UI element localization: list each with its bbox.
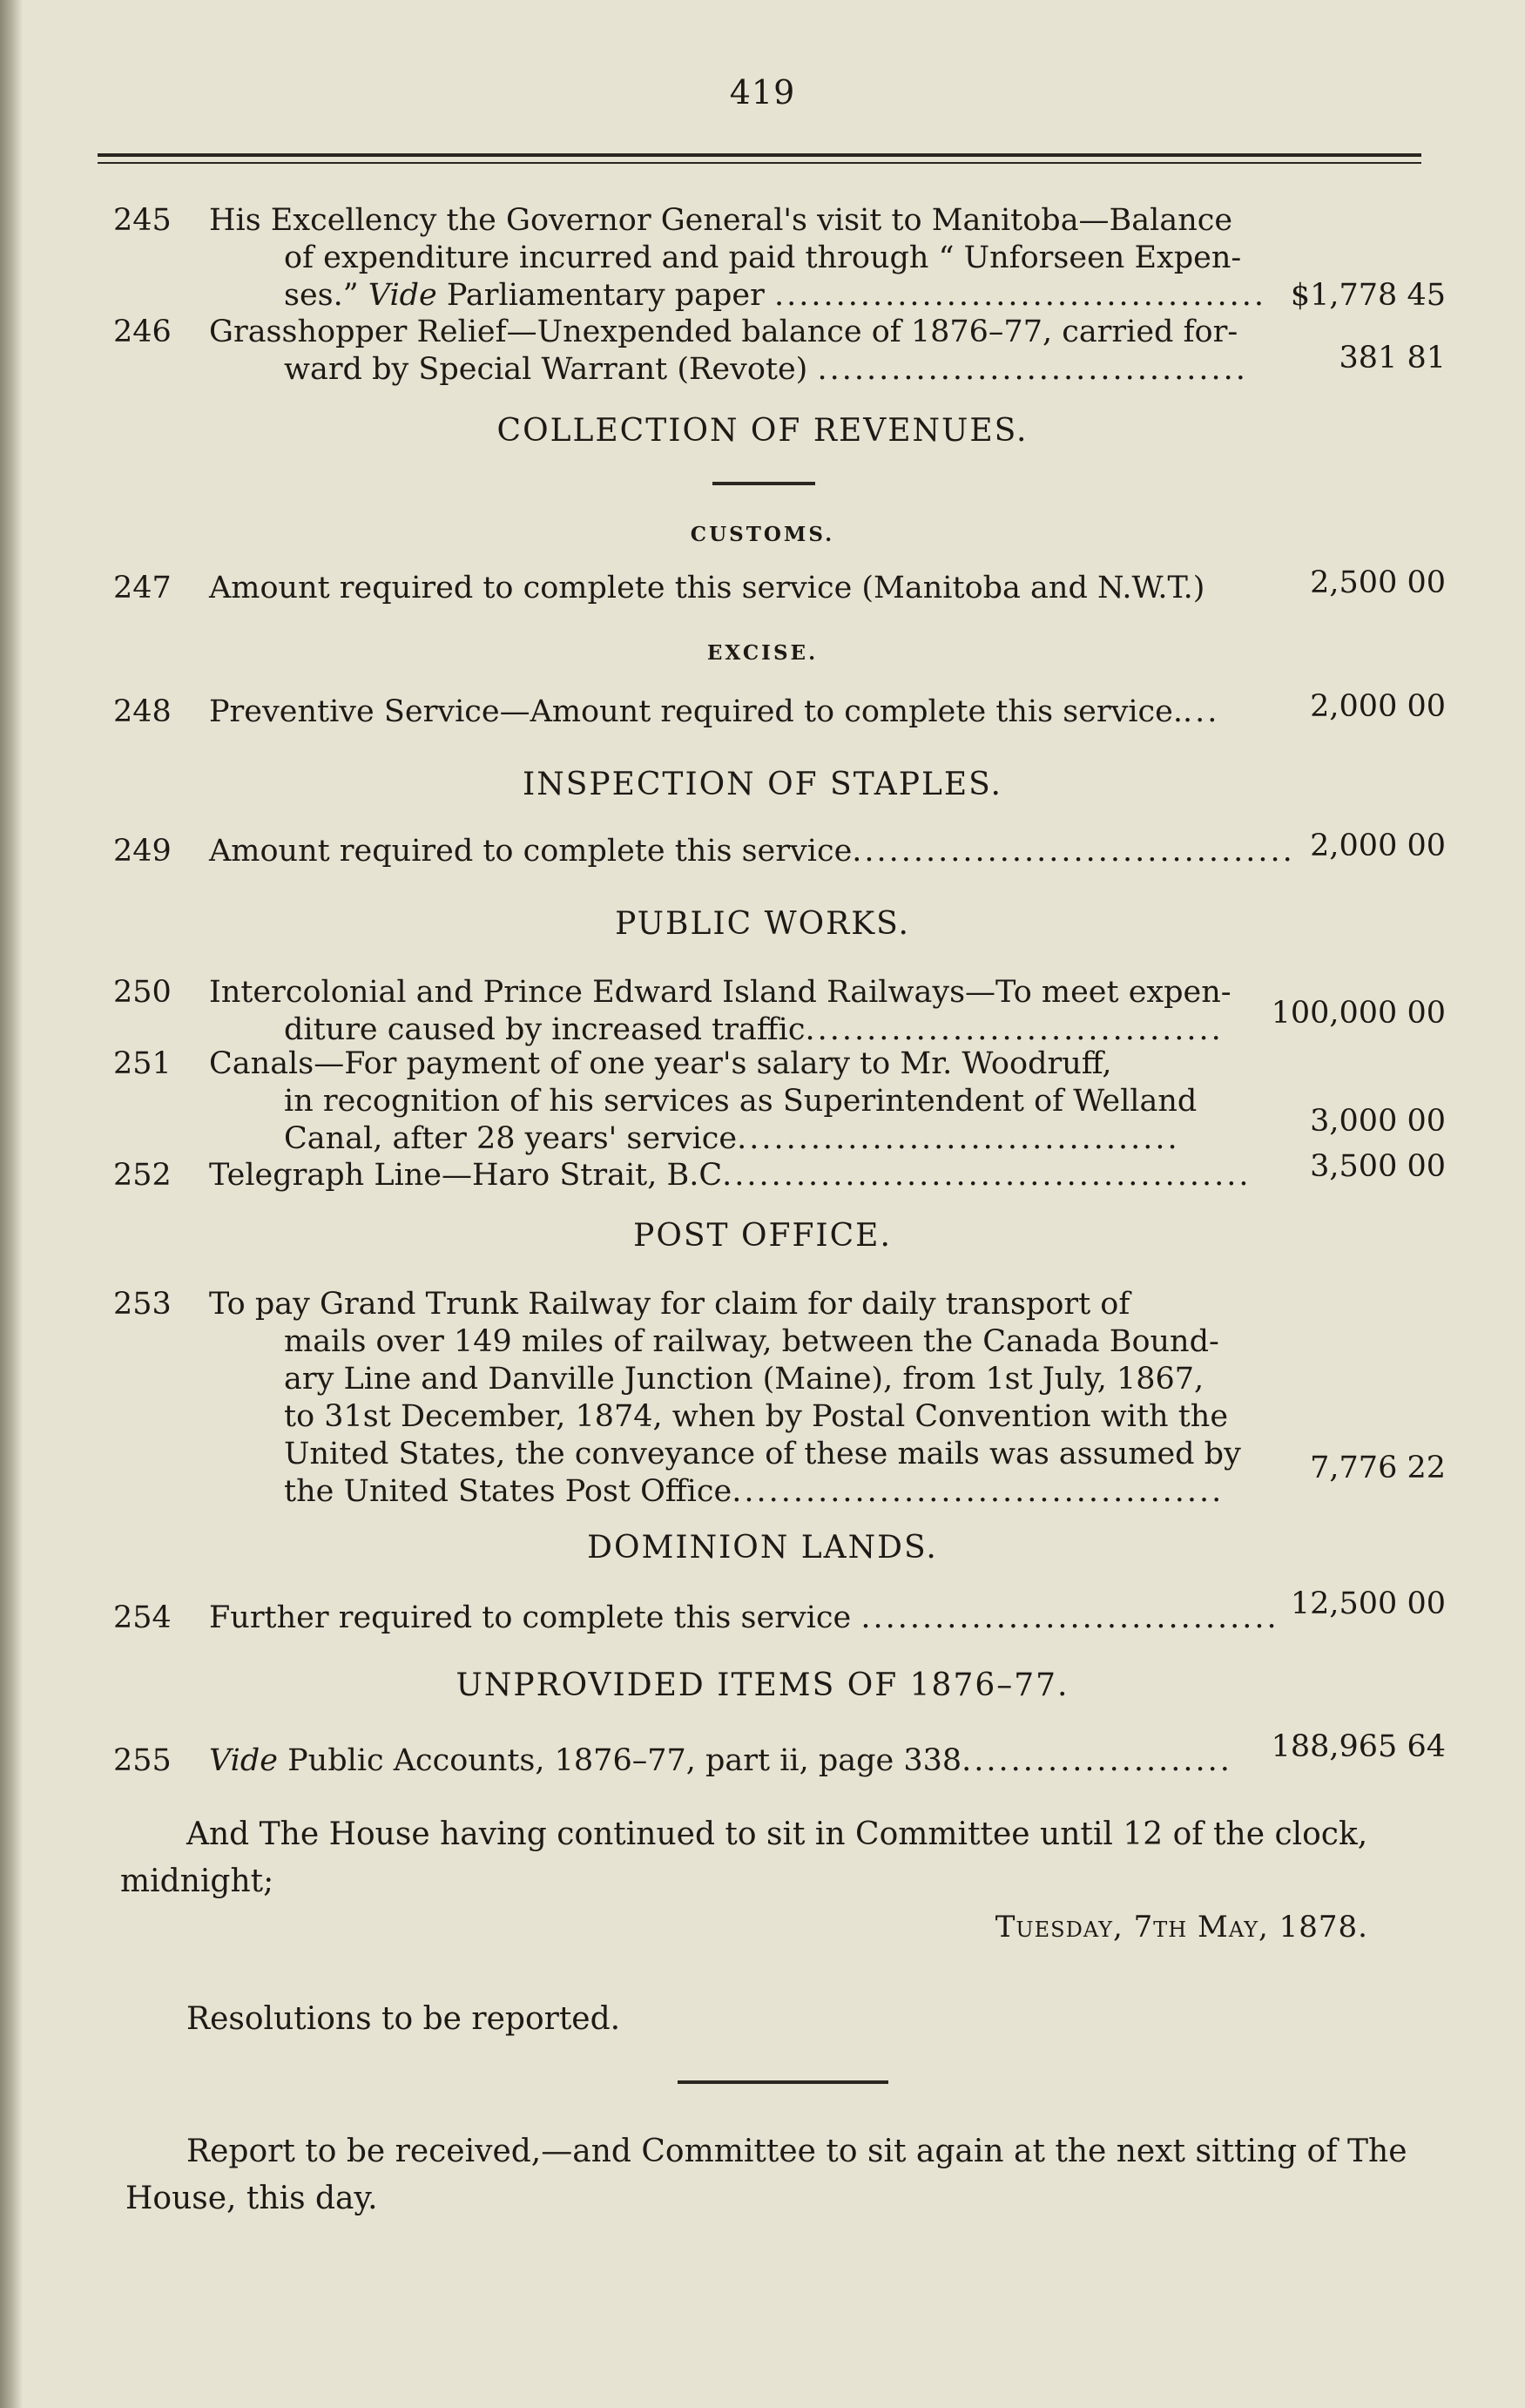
section-rule [712,482,815,485]
item-line [209,1011,1350,1049]
item-text [209,1742,1350,1780]
dot-leader: .................................... [737,1121,1180,1156]
item-line: His Excellency the Governor General's visit to Manitoba—Balance [209,203,1233,238]
section-heading-collection: COLLECTION OF REVENUES. [496,413,1029,449]
item-text [209,1157,1350,1194]
item-line: United States, the conveyance of these mails was assumed by [284,1437,1241,1471]
item-line: To pay Grand Trunk Railway for claim for daily transport of [209,1287,1130,1322]
item-line [209,351,1350,389]
item-line-text: Amount required to complete this service [209,834,853,869]
item-amount: 3,500 00 [1310,1149,1446,1184]
item-line-text: Preventive Service—Amount required to complete this service. [209,694,1184,729]
section-heading-public-works: PUBLIC WORKS. [615,906,910,942]
item-text [209,693,1350,731]
item-line-text: Telegraph Line—Haro Strait, B.C [209,1158,723,1193]
item-line [209,277,1350,315]
item-number: 247 [113,571,172,605]
closing-rule [678,2080,888,2084]
section-heading-unprovided: UNPROVIDED ITEMS OF 1876–77. [455,1667,1070,1703]
item-number: 255 [113,1743,172,1778]
item-number: 248 [113,694,172,729]
item-amount: 188,965 64 [1271,1729,1446,1764]
item-amount: 100,000 00 [1271,996,1446,1031]
item-line: Grasshopper Relief—Unexpended balance of 1876–77, carried for- [209,315,1238,349]
item-line-text: Public Accounts, 1876–77, part ii, page 338 [287,1743,962,1778]
dot-leader: ........................................... [722,1158,1252,1193]
item-line-text: Parliamentary paper [446,278,765,313]
item-text [209,570,1350,607]
item-number: 246 [113,315,172,349]
dot-leader: ................................... [817,352,1248,387]
item-line [209,1120,1350,1158]
item-amount: 3,000 00 [1310,1104,1446,1139]
dot-leader: .................................. [805,1012,1224,1047]
item-line: to 31st December, 1874, when by Postal Convention with the [284,1399,1229,1434]
item-text [209,314,1350,389]
item-amount: 2,000 00 [1310,689,1446,724]
item-line: Intercolonial and Prince Edward Island Railways—To meet expen- [209,975,1231,1010]
item-amount: 12,500 00 [1290,1586,1446,1621]
item-line-text: Further required to complete this service [209,1600,852,1635]
item-number: 250 [113,975,172,1010]
section-heading-staples: INSPECTION OF STAPLES. [523,767,1002,802]
session-date: Tuesday, 7th May, 1878. [995,1910,1368,1945]
item-number: 253 [113,1287,172,1322]
item-number: 254 [113,1600,172,1635]
item-line [209,833,1350,870]
dot-leader: .................................... [852,834,1295,869]
item-amount: $1,778 45 [1290,278,1446,313]
page-number: 419 [729,73,796,112]
committee-sat-paragraph: And The House having continued to sit in Committee until 12 of the clock, [186,1816,1368,1852]
subheading-customs: CUSTOMS. [690,523,835,546]
report-paragraph: Report to be received,—and Committee to sit again at the next sitting of The [186,2134,1407,2169]
item-line: in recognition of his services as Superintendent of Welland [284,1084,1198,1119]
item-number: 249 [113,834,172,869]
item-amount: 2,500 00 [1310,565,1446,600]
item-line-text: diture caused by increased traffic [284,1012,806,1047]
item-number: 251 [113,1046,172,1081]
resolutions-line: Resolutions to be reported. [186,2001,621,2037]
item-text [209,1286,1350,1511]
item-line [209,1157,1350,1194]
item-text [209,1045,1350,1158]
item-text [209,1600,1350,1637]
dot-leader: ... [1183,694,1220,729]
committee-sat-paragraph-cont: midnight; [120,1863,274,1899]
report-paragraph-cont: House, this day. [125,2181,378,2216]
item-line-text: Canal, after 28 years' service [284,1121,738,1156]
item-number: 252 [113,1158,172,1193]
item-amount: 2,000 00 [1310,829,1446,863]
dot-leader: ........................................ [732,1474,1225,1509]
item-amount: 7,776 22 [1310,1451,1446,1485]
dot-leader: .................................. [860,1600,1279,1635]
item-text [209,833,1350,870]
dot-leader: ...................... [962,1743,1232,1778]
item-line [209,693,1350,731]
item-line-text: ward by Special Warrant (Revote) [284,352,808,387]
item-amount: 381 81 [1339,341,1446,375]
dot-leader: ........................................ [774,278,1267,313]
item-line: Amount required to complete this service (Manitoba and N.W.T.) [209,571,1205,605]
header-rule [98,153,1421,164]
item-line: Canals—For payment of one year's salary to Mr. Woodruff, [209,1046,1112,1081]
item-line-text: ses.” [284,278,359,313]
item-number: 245 [113,203,172,238]
section-heading-dominion-lands: DOMINION LANDS. [587,1530,938,1566]
item-line: mails over 149 miles of railway, between the Canada Bound- [284,1324,1219,1359]
item-line [209,1600,1350,1637]
item-line [209,1742,1350,1780]
item-text [209,202,1350,315]
item-line-text: the United States Post Office [284,1474,732,1509]
item-line [209,1473,1350,1511]
item-text [209,974,1350,1049]
item-line: ary Line and Danville Junction (Maine), from 1st July, 1867, [284,1362,1204,1397]
vide-word: Vide [368,278,437,313]
section-heading-post-office: POST OFFICE. [633,1218,892,1254]
subheading-excise: EXCISE. [706,641,819,665]
item-line: of expenditure incurred and paid through “ Unforseen Expen- [284,240,1242,275]
vide-word: Vide [209,1743,278,1778]
